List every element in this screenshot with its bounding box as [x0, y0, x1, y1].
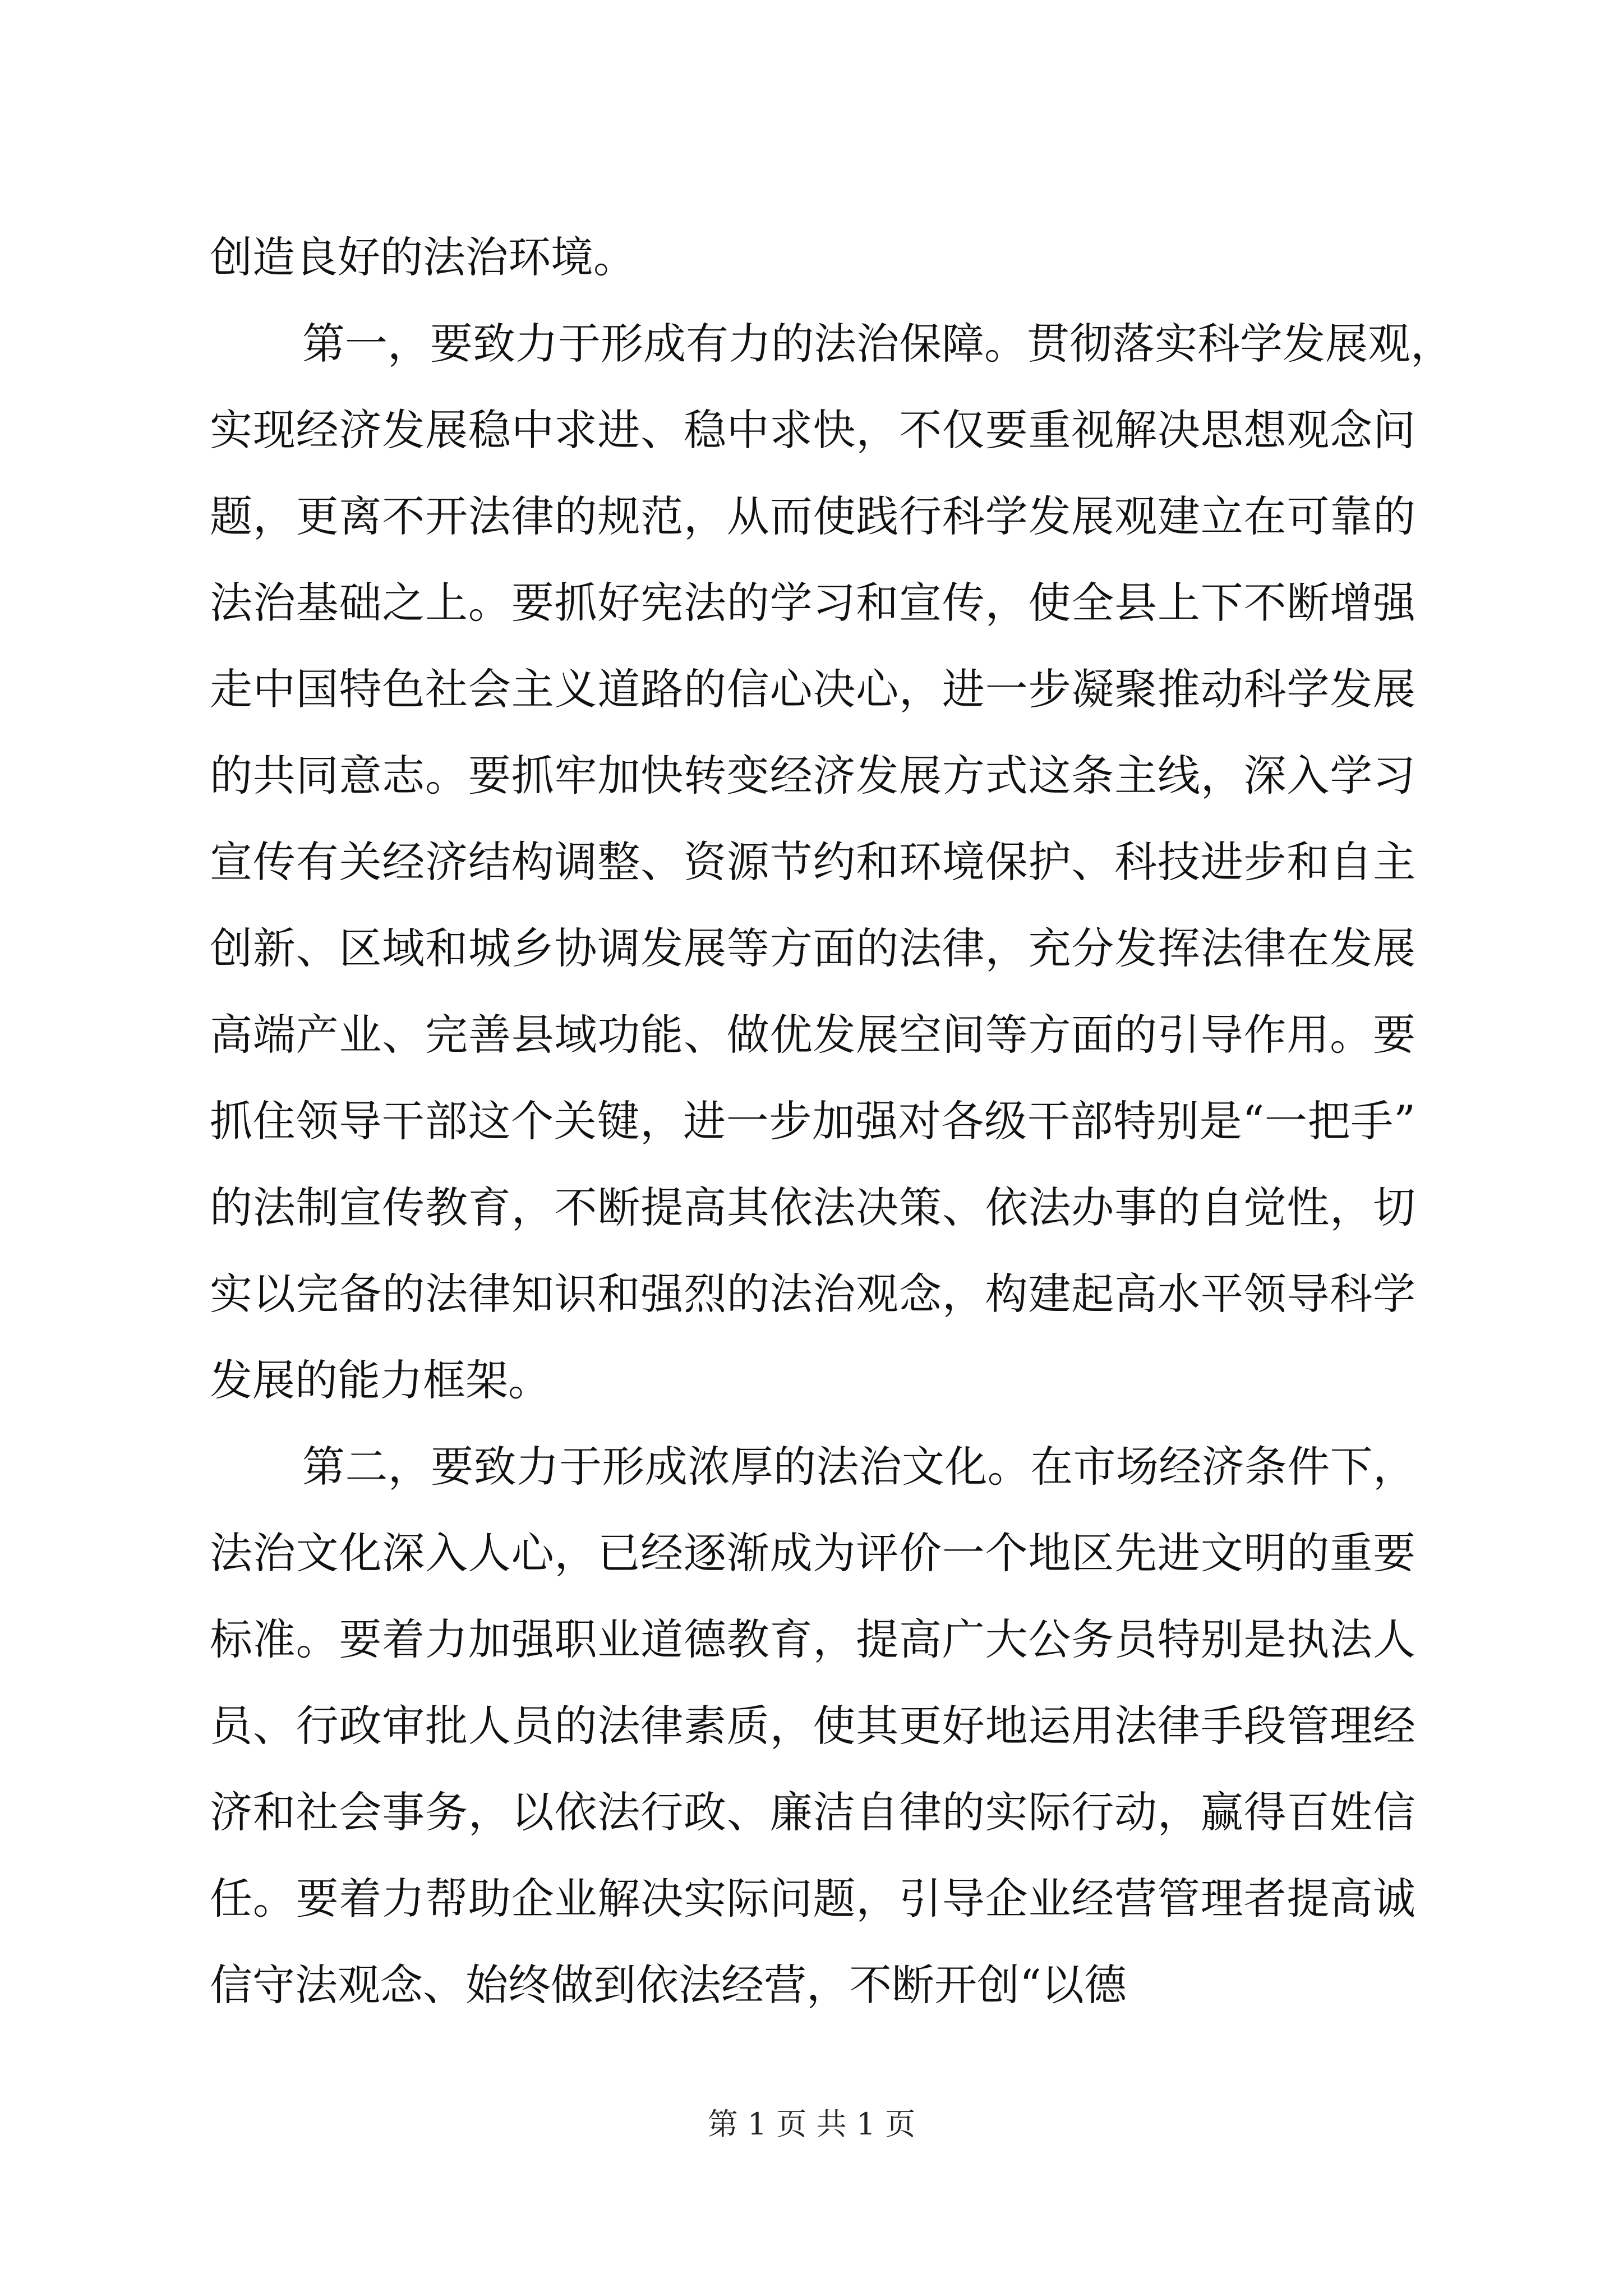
text-line: 高端产业、完善县域功能、做优发展空间等方面的引导作用。要 — [210, 1010, 1415, 1060]
page-footer: 第 1 页 共 1 页 — [707, 2106, 916, 2142]
text-line: 员、行政审批人员的法律素质，使其更好地运用法律手段管理经 — [210, 1701, 1415, 1751]
text-line: 走中国特色社会主义道路的信心决心，进一步凝聚推动科学发展 — [210, 664, 1415, 714]
text-line: 济和社会事务，以依法行政、廉洁自律的实际行动，赢得百姓信 — [210, 1787, 1415, 1837]
paragraph-first-line: 第二，要致力于形成浓厚的法治文化。在市场经济条件下， — [302, 1442, 1415, 1492]
text-line: 标准。要着力加强职业道德教育，提高广大公务员特别是执法人 — [210, 1614, 1415, 1664]
text-line: 抓住领导干部这个关键，进一步加强对各级干部特别是“一把手” — [210, 1096, 1415, 1146]
text-line: 法治基础之上。要抓好宪法的学习和宣传，使全县上下不断增强 — [210, 578, 1415, 628]
text-line: 创造良好的法治环境。 — [210, 232, 636, 282]
text-line: 实以完备的法律知识和强烈的法治观念，构建起高水平领导科学 — [210, 1269, 1415, 1319]
text-line: 信守法观念、始终做到依法经营，不断开创“以德 — [210, 1960, 1127, 2010]
text-line: 发展的能力框架。 — [210, 1355, 551, 1405]
text-line: 任。要着力帮助企业解决实际问题，引导企业经营管理者提高诚 — [210, 1874, 1415, 1924]
text-line: 的共同意志。要抓牢加快转变经济发展方式这条主线，深入学习 — [210, 751, 1415, 800]
text-line: 的法制宣传教育，不断提高其依法决策、依法办事的自觉性，切 — [210, 1182, 1415, 1232]
text-line: 实现经济发展稳中求进、稳中求快，不仅要重视解决思想观念问 — [210, 405, 1415, 455]
text-line: 法治文化深入人心，已经逐渐成为评价一个地区先进文明的重要 — [210, 1528, 1415, 1578]
text-line: 宣传有关经济结构调整、资源节约和环境保护、科技进步和自主 — [210, 837, 1415, 887]
text-line: 题，更离不开法律的规范，从而使践行科学发展观建立在可靠的 — [210, 491, 1415, 541]
text-line: 创新、区域和城乡协调发展等方面的法律，充分发挥法律在发展 — [210, 923, 1415, 973]
paragraph-first-line: 第一，要致力于形成有力的法治保障。贯彻落实科学发展观， — [302, 319, 1453, 369]
